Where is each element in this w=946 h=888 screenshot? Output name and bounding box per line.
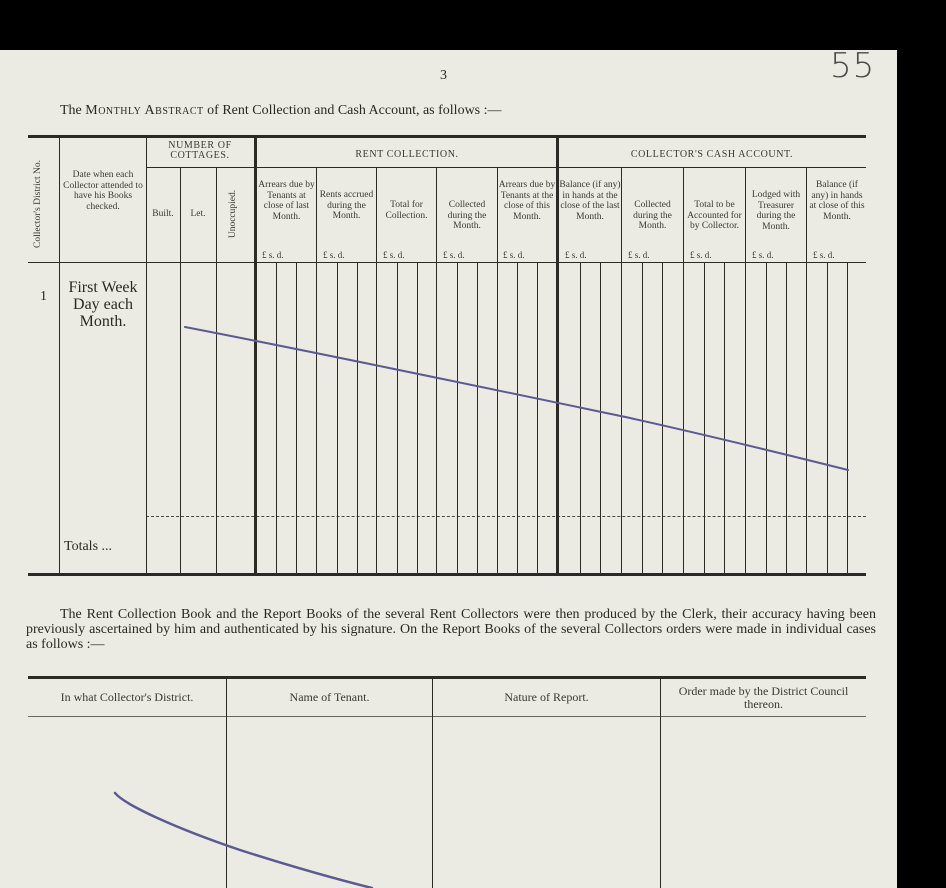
- money-units-label: £ s. d.: [443, 250, 465, 260]
- paragraph-text: The Rent Collection Book and the Report Books of the several Rent Collectors were then produced by the Clerk, their accuracy having been previously ascertained by him and authenticated by his signature. On the Report Books of the several Collectors orders were made in individual cases as follows :—: [26, 607, 876, 652]
- totals-label: Totals ...: [64, 539, 113, 554]
- orders-table-top-rule: [28, 676, 866, 679]
- money-units-label: £ s. d.: [565, 250, 587, 260]
- header-unoccupied: Unoccupied.: [228, 189, 238, 239]
- orders-header-district: In what Collector's District.: [60, 690, 194, 704]
- header-balance-this-month: Balance (if any) in hands at close of this Month.: [809, 180, 865, 222]
- heading-suffix: of Rent Collection and Cash Account, as follows :—: [203, 103, 502, 118]
- sub-col-line: [417, 262, 418, 573]
- sub-col-line: [662, 262, 663, 573]
- sub-col-line: [600, 262, 601, 573]
- orders-header-rule: [28, 716, 866, 717]
- header-let: Let.: [190, 209, 206, 219]
- sub-col-line: [642, 262, 643, 573]
- money-units-label: £ s. d.: [752, 250, 774, 260]
- header-district-no: Collector's District No.: [33, 160, 43, 248]
- header-cash-collected: Collected during the Month.: [633, 200, 672, 231]
- sub-col-line: [704, 262, 705, 573]
- table-bottom-rule: [28, 573, 866, 576]
- heading-smallcaps: Monthly Abstract: [85, 103, 204, 118]
- sub-col-line: [517, 262, 518, 573]
- sub-col-line: [827, 262, 828, 573]
- money-units-label: £ s. d.: [262, 250, 284, 260]
- col-divider: [180, 168, 181, 573]
- orders-header-tenant: Name of Tenant.: [289, 690, 370, 704]
- col-divider: [497, 168, 498, 573]
- heading-prefix: The: [60, 103, 86, 118]
- orders-col-divider: [432, 679, 433, 888]
- header-total-for-collection: Total for Collection.: [385, 200, 428, 221]
- sub-col-line: [724, 262, 725, 573]
- sub-col-line: [537, 262, 538, 573]
- row-date-text: First Week Day each Month.: [68, 279, 138, 330]
- header-arrears-last-month: Arrears due by Tenants at close of last Month.: [258, 180, 315, 222]
- sub-col-line: [457, 262, 458, 573]
- body-paragraph: [26, 607, 876, 652]
- header-lodged-with-treasurer: Lodged with Treasurer during the Month.: [751, 190, 801, 232]
- sub-col-line: [397, 262, 398, 573]
- money-units-label: £ s. d.: [383, 250, 405, 260]
- group-header-rent-collection: RENT COLLECTION.: [355, 149, 459, 160]
- col-divider: [59, 137, 60, 573]
- header-built: Built.: [152, 209, 174, 219]
- orders-header-report: Nature of Report.: [504, 690, 589, 704]
- col-divider: [806, 168, 807, 573]
- table-top-rule: [28, 135, 866, 138]
- header-bottom-rule: [28, 262, 866, 263]
- sub-col-line: [276, 262, 277, 573]
- col-divider: [216, 168, 217, 573]
- orders-header-order: Order made by the District Council thereon.: [678, 684, 849, 711]
- col-divider: [376, 168, 377, 573]
- sub-col-line: [296, 262, 297, 573]
- col-divider: [146, 137, 147, 573]
- col-divider: [316, 168, 317, 573]
- money-units-label: £ s. d.: [503, 250, 525, 260]
- header-arrears-this-month: Arrears due by Tenants at the close of this Month.: [498, 180, 556, 222]
- sub-col-line: [477, 262, 478, 573]
- sub-col-line: [786, 262, 787, 573]
- page-number: 3: [440, 68, 447, 83]
- sub-col-line: [337, 262, 338, 573]
- money-units-label: £ s. d.: [813, 250, 835, 260]
- page-heading: [60, 103, 502, 119]
- money-units-label: £ s. d.: [323, 250, 345, 260]
- sub-col-line: [357, 262, 358, 573]
- orders-col-divider: [226, 679, 227, 888]
- money-units-label: £ s. d.: [690, 250, 712, 260]
- header-total-to-be-accounted: Total to be Accounted for by Collector.: [687, 200, 742, 231]
- header-rents-accrued: Rents accrued during the Month.: [319, 190, 374, 221]
- stamped-page-number: 55: [830, 46, 876, 86]
- sub-col-line: [766, 262, 767, 573]
- money-units-label: £ s. d.: [628, 250, 650, 260]
- header-balance-last-month: Balance (if any) in hands at the close of the last Month.: [559, 180, 621, 222]
- money-group-rule: [256, 167, 866, 168]
- header-date-attended: Date when each Collector attended to have his Books checked.: [63, 170, 143, 212]
- header-collected: Collected during the Month.: [447, 200, 487, 231]
- sub-col-line: [580, 262, 581, 573]
- group-header-cottages: NUMBER OF COTTAGES.: [168, 140, 232, 161]
- group-header-cash-account: COLLECTOR'S CASH ACCOUNT.: [630, 149, 794, 160]
- cottages-group-rule: [146, 167, 254, 168]
- row-district-number: 1: [40, 289, 47, 304]
- sub-col-line: [847, 262, 848, 573]
